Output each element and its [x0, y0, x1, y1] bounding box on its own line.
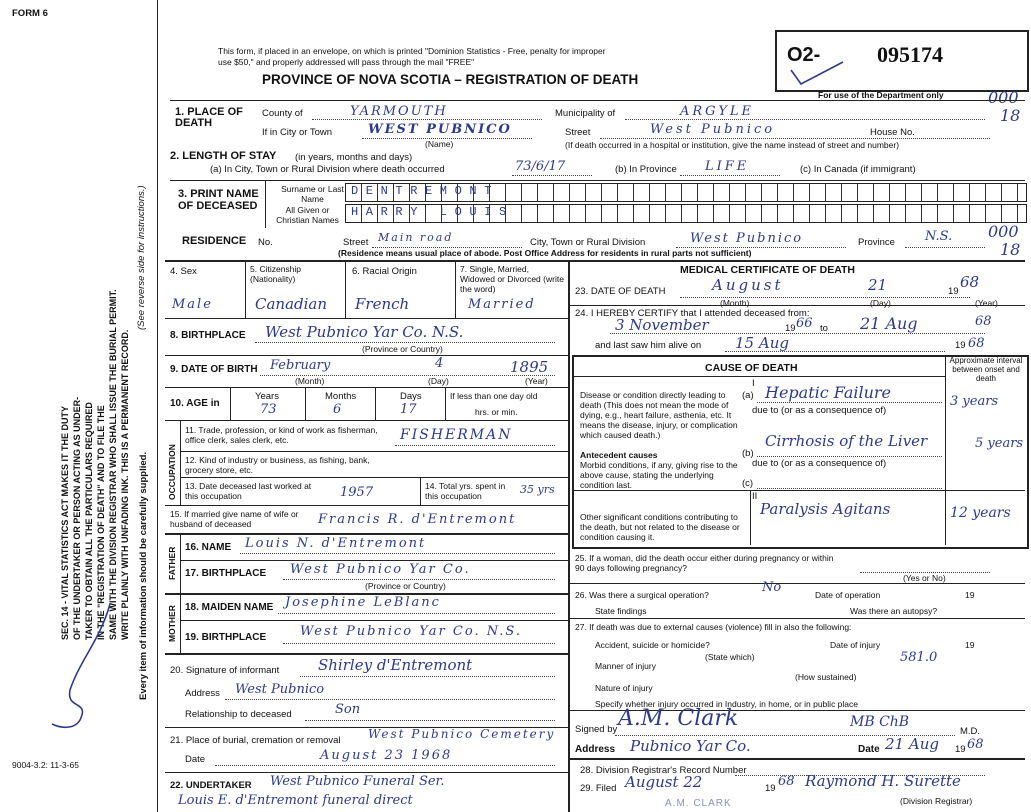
- attended-from-value: 3 November: [615, 316, 709, 334]
- racial-value: French: [355, 295, 410, 313]
- last-saw-label: and last saw him alive on: [595, 340, 702, 351]
- father-side-label: FATHER: [167, 546, 177, 580]
- dob-label: 9. DATE OF BIRTH: [170, 364, 258, 375]
- undertaker-value-1: West Pubnico Funeral Ser.: [270, 774, 445, 789]
- death-year-caption: (Year): [975, 298, 998, 308]
- margin-signature-scribble: [40, 600, 120, 740]
- death-month-value: August: [712, 276, 784, 294]
- name-caption: (Name): [425, 139, 454, 149]
- industry-label: 12. Kind of industry or business, as fishing, bank, grocery store, etc.: [185, 455, 370, 475]
- burial-place-label: 21. Place of burial, cremation or removal: [170, 735, 341, 746]
- division-registrar-caption: (Division Registrar): [900, 796, 973, 806]
- date-of-operation-label: Date of operation: [815, 590, 881, 600]
- marital-value: Married: [468, 297, 536, 312]
- specify-label: Specify whether injury occurred in Industry, in home, or in public place: [595, 699, 858, 709]
- death-day-caption: (Day): [870, 298, 891, 308]
- surname-boxes: [345, 183, 1027, 202]
- autopsy-label: Was there an autopsy?: [850, 606, 938, 616]
- signed-by-value: A.M. Clark: [618, 706, 739, 731]
- mail-notice-line-2: use $50," and properly addressed will pass through the mail "FREE": [218, 57, 475, 67]
- to-year-value: 68: [975, 314, 992, 329]
- check-mark-icon: [787, 60, 847, 88]
- undertaker-value-2: Louis E. d'Entremont funeral direct: [178, 793, 413, 808]
- trade-label: 11. Trade, profession, or kind of work as fisherman, office clerk, sales clerk, etc.: [185, 425, 378, 445]
- municipality-label: Municipality of: [555, 108, 616, 119]
- yes-no-caption: (Yes or No): [903, 573, 946, 583]
- injury-code-value: 581.0: [900, 650, 938, 665]
- last-saw-year-value: 68: [968, 336, 985, 351]
- bottom-stamp: A.M. CLARK: [665, 798, 732, 809]
- roman-2: II: [752, 491, 758, 502]
- attended-to-value: 21 Aug: [860, 314, 918, 333]
- total-years-value: 35 yrs: [520, 483, 555, 496]
- spouse-label: 15. If married give name of wife or husband of deceased: [170, 509, 299, 529]
- due-to-b-label: due to (or as a consequence of): [752, 458, 887, 469]
- birthplace-label: 8. BIRTHPLACE: [170, 330, 246, 341]
- father-birthplace-value: West Pubnico Yar Co.: [290, 562, 471, 577]
- residence-province-value: N.S.: [925, 229, 953, 244]
- margin-code-a: 000: [988, 88, 1019, 107]
- informant-label: 20. Signature of informant: [170, 665, 280, 676]
- reg-number: 095174: [877, 42, 943, 67]
- mother-maiden-label: 18. MAIDEN NAME: [185, 602, 274, 613]
- mail-notice-line-1: This form, if placed in an envelope, on which is printed "Dominion Statistics - Free, penalty for improper: [218, 46, 606, 56]
- residence-street-value: Main road: [378, 231, 454, 244]
- side-text-3: TAKER TO OBTAIN ALL THE PARTICULARS REQUIRED: [84, 402, 94, 640]
- state-findings-label: State findings: [595, 606, 647, 616]
- residence-note: (Residence means usual place of abode. Post Office Address for residents in rural parts not sufficient): [338, 248, 752, 258]
- state-which-caption: (State which): [705, 652, 755, 662]
- father-name-value: Louis N. d'Entremont: [245, 536, 427, 551]
- birthplace-value: West Pubnico Yar Co. N.S.: [265, 323, 464, 341]
- sex-value: Male: [172, 297, 213, 312]
- age-label: 10. AGE in: [170, 398, 220, 409]
- other-significant-label: Other significant conditions contributing to the death, but not related to the disease or condition causing it.: [580, 512, 740, 542]
- stay-a-value: 73/6/17: [515, 159, 566, 174]
- house-no-label: House No.: [870, 127, 915, 138]
- age-months-value: 6: [333, 402, 342, 417]
- place-of-death-label: 1. PLACE OF DEATH: [175, 106, 243, 129]
- month-caption: (Month): [295, 376, 325, 386]
- side-text-6: WRITE PLAINLY WITH UNFADING INK. THIS IS A PERMANENT RECORD.: [120, 329, 130, 640]
- mother-birthplace-value: West Pubnico Yar Co. N.S.: [300, 624, 522, 639]
- reg-prefix: O2-: [787, 44, 821, 66]
- margin-code-b: 18: [1000, 106, 1021, 125]
- due-to-a-label: due to (or as a consequence of): [752, 405, 887, 416]
- citizenship-label: 5. Citizenship (Nationality): [250, 264, 302, 284]
- degree-value: MB ChB: [850, 714, 910, 730]
- dept-use-note: For use of the Department only: [818, 90, 944, 100]
- hospital-note: (If death occurred in a hospital or institution, give the name instead of street and number): [565, 140, 900, 150]
- dob-month-value: February: [270, 358, 331, 373]
- stay-b-value: LIFE: [705, 159, 750, 174]
- manner-label: Manner of injury: [595, 661, 656, 671]
- informant-value: Shirley d'Entremont: [318, 656, 473, 674]
- how-sustained-caption: (How sustained): [795, 672, 857, 682]
- mother-birthplace-label: 19. BIRTHPLACE: [185, 632, 267, 643]
- filed-date-value: August 22: [625, 773, 703, 791]
- disease-label: Disease or condition directly leading to death (This does not mean the mode of dying, e.g., heart failure, asthenia, etc. It means the disease, injury, or complication which caused death.): [580, 390, 738, 440]
- hrs-min-label: hrs. or min.: [475, 407, 518, 417]
- to-label: to: [820, 323, 828, 334]
- residence-street-label: Street: [343, 237, 369, 248]
- street-value: West Pubnico: [650, 122, 776, 137]
- certify-label: 24. I HEREBY CERTIFY that I attended deceased from:: [575, 308, 810, 319]
- father-birthplace-label: 17. BIRTHPLACE: [185, 568, 267, 579]
- county-value: YARMOUTH: [350, 104, 448, 119]
- cause-ii-value: Paralysis Agitans: [760, 500, 891, 518]
- citizenship-value: Canadian: [255, 295, 328, 313]
- informant-address-value: West Pubnico: [235, 682, 325, 697]
- last-worked-label: 13. Date deceased last worked at this occupation: [185, 481, 312, 501]
- length-of-stay-label: 2. LENGTH OF STAY: [170, 150, 277, 162]
- med-year-value: 68: [967, 737, 984, 752]
- given-names-label: All Given or Christian Names: [276, 205, 339, 225]
- father-name-label: 16. NAME: [185, 542, 232, 553]
- trade-value: FISHERMAN: [400, 427, 513, 443]
- accident-label: Accident, suicide or homicide?: [595, 640, 710, 650]
- age-years-label: Years: [255, 391, 279, 402]
- less-one-day-label: If less than one day old: [450, 391, 538, 401]
- date-of-injury-label: Date of injury: [830, 640, 881, 650]
- side-text-7: (See reverse side for instructions.): [136, 185, 147, 330]
- dob-day-value: 4: [435, 356, 444, 371]
- injury-year-prefix: 19: [965, 640, 975, 650]
- q27-label: 27. If death was due to external causes (violence) fill in also the following:: [575, 622, 852, 632]
- age-days-label: Days: [400, 391, 422, 402]
- stay-a-label: (a) In City, Town or Rural Division where death occurred: [210, 164, 445, 175]
- residence-city-label: City, Town or Rural Division: [530, 237, 646, 248]
- age-days-value: 17: [400, 402, 417, 417]
- morbid-label: Morbid conditions, if any, giving rise to the above cause, stating the underlying condition last.: [580, 460, 738, 490]
- antecedent-label: Antecedent causes: [580, 450, 658, 460]
- med-address-value: Pubnico Yar Co.: [630, 737, 751, 755]
- medical-certificate-heading: MEDICAL CERTIFICATE OF DEATH: [680, 264, 855, 276]
- mother-side-label: MOTHER: [167, 605, 177, 642]
- year-caption: (Year): [525, 376, 548, 386]
- side-text-8: Every item of information should be carefully supplied.: [138, 451, 149, 700]
- residence-province-label: Province: [858, 237, 895, 248]
- interval-b-value: 5 years: [975, 436, 1024, 451]
- interval-a-value: 3 years: [950, 394, 999, 409]
- filed-year-value: 68: [778, 774, 795, 789]
- burial-date-value: August 23 1968: [320, 748, 453, 763]
- residence-no-label: No.: [258, 237, 273, 248]
- last-saw-value: 15 Aug: [735, 334, 789, 352]
- q29-label: 29. Filed: [580, 783, 617, 794]
- margin-code-d: 18: [1000, 240, 1021, 259]
- interval-ii-value: 12 years: [950, 505, 1011, 521]
- birthplace-caption: (Province or Country): [362, 344, 443, 354]
- day-caption: (Day): [428, 376, 449, 386]
- dob-year-value: 1895: [510, 358, 549, 376]
- city-town-label: If in City or Town: [262, 127, 333, 138]
- surname-value: DENTREMONT: [351, 184, 500, 198]
- roman-1: I: [752, 378, 755, 389]
- form-title: PROVINCE OF NOVA SCOTIA – REGISTRATION OF DEATH: [262, 72, 639, 87]
- surgical-value: No: [762, 580, 782, 595]
- stay-c-label: (c) In Canada (if immigrant): [800, 164, 916, 175]
- residence-city-value: West Pubnico: [690, 231, 804, 246]
- age-years-value: 73: [260, 402, 277, 417]
- municipality-value: ARGYLE: [680, 104, 755, 119]
- informant-address-label: Address: [185, 688, 220, 699]
- burial-date-label: Date: [185, 754, 206, 765]
- stay-b-label: (b) In Province: [615, 164, 677, 175]
- relationship-label: Relationship to deceased: [185, 709, 292, 720]
- cause-of-death-heading: CAUSE OF DEATH: [705, 362, 798, 374]
- undertaker-label: 22. UNDERTAKER: [170, 780, 252, 791]
- margin-code-c: 000: [988, 222, 1019, 241]
- form-number: FORM 6: [12, 8, 48, 19]
- nature-label: Nature of injury: [595, 683, 653, 693]
- given-names-boxes: [345, 204, 1027, 223]
- relationship-value: Son: [335, 702, 361, 717]
- registration-number-box: [775, 30, 1029, 92]
- q25-label: 25. If a woman, did the death occur either during pregnancy or within 90 days following pregnancy?: [575, 553, 834, 573]
- op-year-prefix: 19: [965, 590, 975, 600]
- death-month-caption: (Month): [720, 298, 750, 308]
- last-worked-value: 1957: [340, 485, 374, 500]
- print-name-label: 3. PRINT NAME OF DECEASED: [178, 188, 259, 212]
- med-date-value: 21 Aug: [885, 735, 939, 753]
- print-code: 9004-3.2: 11-3-65: [12, 760, 79, 770]
- marital-label: 7. Single, Married, Widowed or Divorced (write the word): [460, 264, 564, 294]
- total-years-label: 14. Total yrs. spent in this occupation: [425, 481, 506, 501]
- mother-maiden-value: Josephine LeBlanc: [285, 595, 441, 610]
- death-year-value: 68: [960, 273, 980, 291]
- death-day-value: 21: [868, 276, 888, 294]
- racial-label: 6. Racial Origin: [352, 266, 417, 277]
- cause-a-value: Hepatic Failure: [765, 383, 892, 402]
- occupation-side-label: OCCUPATION: [167, 444, 177, 500]
- county-label: County of: [262, 108, 303, 119]
- side-text-5: SAME WITH THE DIVISION REGISTRAR WHO SHALL ISSUE THE BURIAL PERMIT.: [108, 289, 118, 640]
- surname-label: Surname or Last Name: [281, 184, 344, 204]
- date-of-death-label: 23. DATE OF DEATH: [575, 286, 666, 297]
- spouse-value: Francis R. d'Entremont: [318, 512, 517, 527]
- city-town-value: WEST PUBNICO: [368, 122, 512, 137]
- med-address-label: Address: [575, 744, 616, 755]
- side-text-4: IN THE "REGISTRATION OF DEATH" AND TO FILE THE: [96, 405, 106, 640]
- registrar-signature: Raymond H. Surette: [805, 772, 961, 790]
- father-birthplace-caption: (Province or Country): [365, 581, 446, 591]
- side-text-2: OF THE UNDERTAKER OR PERSON ACTING AS UNDER-: [72, 396, 82, 640]
- interval-heading: Approximate interval between onset and death: [949, 356, 1023, 383]
- cause-b-value: Cirrhosis of the Liver: [765, 432, 928, 450]
- q26-label: 26. Was there a surgical operation?: [575, 590, 709, 600]
- med-date-label: Date: [858, 744, 880, 755]
- residence-label: RESIDENCE: [182, 235, 247, 247]
- signed-by-label: Signed by: [575, 724, 618, 735]
- age-months-label: Months: [325, 391, 357, 402]
- side-text-1: SEC. 14 - VITAL STATISTICS ACT MAKES IT THE DUTY: [60, 405, 70, 640]
- md-label: M.D.: [960, 726, 981, 737]
- from-year-value: 66: [796, 316, 813, 331]
- q28-label: 28. Division Registrar's Record Number: [580, 765, 747, 776]
- stay-note: (in years, months and days): [295, 152, 413, 163]
- given-names-value: HARRY LOUIS: [351, 205, 514, 219]
- sex-label: 4. Sex: [170, 266, 197, 277]
- street-label: Street: [565, 127, 591, 138]
- burial-place-value: West Pubnico Cemetery: [368, 727, 556, 741]
